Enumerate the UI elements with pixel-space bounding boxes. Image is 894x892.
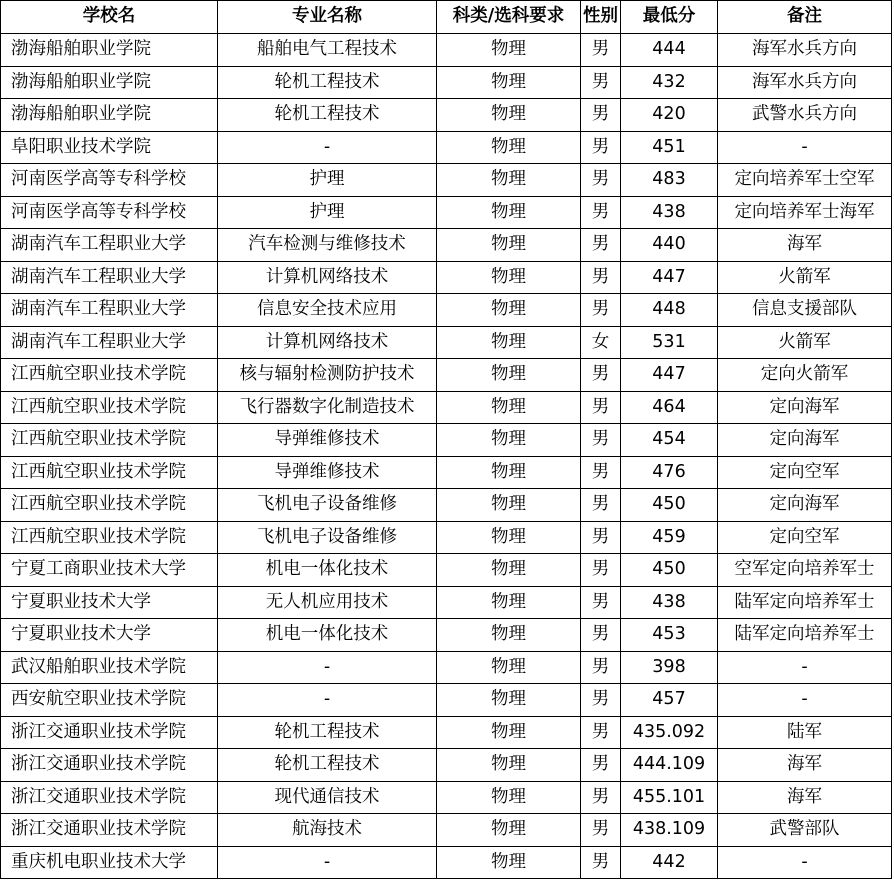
remarks-cell: 定向培养军士空军 [718,164,892,197]
school-name-cell: 阜阳职业技术学院 [1,131,218,164]
gender-cell: 男 [581,651,621,684]
remarks-cell: 陆军定向培养军士 [718,619,892,652]
table-row [1,554,892,587]
school-name-cell: 浙江交通职业技术学院 [1,749,218,782]
table-row [1,651,892,684]
gender-cell: 男 [581,619,621,652]
school-name-cell: 江西航空职业技术学院 [1,521,218,554]
major-name-cell: 无人机应用技术 [218,586,437,619]
school-name-cell: 宁夏职业技术大学 [1,619,218,652]
gender-cell: 男 [581,521,621,554]
school-name-cell: 湖南汽车工程职业大学 [1,261,218,294]
min-score-cell: 438.109 [621,814,718,847]
subject-cell: 物理 [437,229,581,262]
major-name-cell: 计算机网络技术 [218,261,437,294]
table-row [1,131,892,164]
gender-cell: 男 [581,814,621,847]
subject-cell: 物理 [437,586,581,619]
min-score-cell: 448 [621,294,718,327]
gender-cell: 男 [581,131,621,164]
table-row [1,749,892,782]
header-major-name: 专业名称 [218,1,437,34]
gender-cell: 男 [581,391,621,424]
min-score-cell: 398 [621,651,718,684]
gender-cell: 女 [581,326,621,359]
major-name-cell: 飞机电子设备维修 [218,489,437,522]
remarks-cell: 空军定向培养军士 [718,554,892,587]
school-name-cell: 湖南汽车工程职业大学 [1,326,218,359]
min-score-cell: 483 [621,164,718,197]
gender-cell: 男 [581,684,621,717]
table-row [1,99,892,132]
table-row [1,196,892,229]
major-name-cell: - [218,684,437,717]
major-name-cell: 飞机电子设备维修 [218,521,437,554]
remarks-cell: 定向海军 [718,391,892,424]
table-row [1,684,892,717]
major-name-cell: 导弹维修技术 [218,456,437,489]
table-row [1,814,892,847]
header-school-name: 学校名 [1,1,218,34]
school-name-cell: 湖南汽车工程职业大学 [1,294,218,327]
subject-cell: 物理 [437,391,581,424]
table-row [1,781,892,814]
remarks-cell: 陆军定向培养军士 [718,586,892,619]
min-score-cell: 455.101 [621,781,718,814]
header-subject-requirement: 科类/选科要求 [437,1,581,34]
min-score-cell: 476 [621,456,718,489]
school-name-cell: 重庆机电职业技术大学 [1,846,218,879]
remarks-cell: 海军水兵方向 [718,34,892,67]
min-score-cell: 444.109 [621,749,718,782]
gender-cell: 男 [581,229,621,262]
school-name-cell: 浙江交通职业技术学院 [1,781,218,814]
table-row [1,391,892,424]
subject-cell: 物理 [437,619,581,652]
header-min-score: 最低分 [621,1,718,34]
subject-cell: 物理 [437,684,581,717]
school-name-cell: 浙江交通职业技术学院 [1,716,218,749]
major-name-cell: - [218,846,437,879]
remarks-cell: - [718,846,892,879]
major-name-cell: 轮机工程技术 [218,66,437,99]
remarks-cell: - [718,684,892,717]
subject-cell: 物理 [437,99,581,132]
table-row [1,586,892,619]
school-name-cell: 宁夏职业技术大学 [1,586,218,619]
min-score-cell: 447 [621,261,718,294]
school-name-cell: 江西航空职业技术学院 [1,456,218,489]
school-name-cell: 河南医学高等专科学校 [1,164,218,197]
header-gender: 性别 [581,1,621,34]
table-row [1,716,892,749]
min-score-cell: 435.092 [621,716,718,749]
school-name-cell: 浙江交通职业技术学院 [1,814,218,847]
min-score-cell: 457 [621,684,718,717]
school-name-cell: 宁夏工商职业技术大学 [1,554,218,587]
remarks-cell: 定向海军 [718,489,892,522]
major-name-cell: 汽车检测与维修技术 [218,229,437,262]
subject-cell: 物理 [437,651,581,684]
min-score-cell: 451 [621,131,718,164]
school-name-cell: 渤海船舶职业学院 [1,99,218,132]
major-name-cell: 现代通信技术 [218,781,437,814]
table-row [1,846,892,879]
gender-cell: 男 [581,456,621,489]
gender-cell: 男 [581,164,621,197]
subject-cell: 物理 [437,814,581,847]
table-body [1,34,892,879]
min-score-cell: 432 [621,66,718,99]
subject-cell: 物理 [437,131,581,164]
remarks-cell: 定向空军 [718,521,892,554]
major-name-cell: 轮机工程技术 [218,99,437,132]
gender-cell: 男 [581,34,621,67]
remarks-cell: 海军 [718,229,892,262]
table-row [1,164,892,197]
gender-cell: 男 [581,261,621,294]
table-row [1,261,892,294]
school-name-cell: 渤海船舶职业学院 [1,34,218,67]
subject-cell: 物理 [437,554,581,587]
remarks-cell: 武警部队 [718,814,892,847]
gender-cell: 男 [581,196,621,229]
school-name-cell: 江西航空职业技术学院 [1,359,218,392]
gender-cell: 男 [581,554,621,587]
min-score-cell: 531 [621,326,718,359]
gender-cell: 男 [581,99,621,132]
school-name-cell: 江西航空职业技术学院 [1,489,218,522]
table-row [1,66,892,99]
remarks-cell: 定向海军 [718,424,892,457]
major-name-cell: 航海技术 [218,814,437,847]
subject-cell: 物理 [437,261,581,294]
min-score-cell: 459 [621,521,718,554]
major-name-cell: 核与辐射检测防护技术 [218,359,437,392]
major-name-cell: 轮机工程技术 [218,716,437,749]
gender-cell: 男 [581,359,621,392]
remarks-cell: 海军 [718,781,892,814]
remarks-cell: 定向火箭军 [718,359,892,392]
min-score-cell: 438 [621,586,718,619]
min-score-cell: 420 [621,99,718,132]
major-name-cell: 机电一体化技术 [218,619,437,652]
subject-cell: 物理 [437,521,581,554]
subject-cell: 物理 [437,359,581,392]
school-name-cell: 江西航空职业技术学院 [1,424,218,457]
subject-cell: 物理 [437,456,581,489]
min-score-cell: 440 [621,229,718,262]
subject-cell: 物理 [437,34,581,67]
table-row [1,326,892,359]
school-name-cell: 河南医学高等专科学校 [1,196,218,229]
min-score-cell: 453 [621,619,718,652]
min-score-cell: 450 [621,554,718,587]
remarks-cell: 定向培养军士海军 [718,196,892,229]
major-name-cell: 飞行器数字化制造技术 [218,391,437,424]
school-name-cell: 江西航空职业技术学院 [1,391,218,424]
subject-cell: 物理 [437,781,581,814]
table-row [1,359,892,392]
header-remarks: 备注 [718,1,892,34]
min-score-cell: 438 [621,196,718,229]
major-name-cell: - [218,131,437,164]
remarks-cell: 信息支援部队 [718,294,892,327]
major-name-cell: 护理 [218,196,437,229]
min-score-cell: 454 [621,424,718,457]
remarks-cell: - [718,651,892,684]
gender-cell: 男 [581,749,621,782]
major-name-cell: 导弹维修技术 [218,424,437,457]
remarks-cell: - [718,131,892,164]
gender-cell: 男 [581,489,621,522]
major-name-cell: 计算机网络技术 [218,326,437,359]
gender-cell: 男 [581,781,621,814]
subject-cell: 物理 [437,164,581,197]
gender-cell: 男 [581,716,621,749]
major-name-cell: 机电一体化技术 [218,554,437,587]
min-score-cell: 447 [621,359,718,392]
table-row [1,489,892,522]
gender-cell: 男 [581,586,621,619]
subject-cell: 物理 [437,294,581,327]
school-name-cell: 武汉船舶职业技术学院 [1,651,218,684]
table-row [1,521,892,554]
table-row [1,229,892,262]
major-name-cell: - [218,651,437,684]
min-score-cell: 442 [621,846,718,879]
remarks-cell: 武警水兵方向 [718,99,892,132]
remarks-cell: 火箭军 [718,326,892,359]
school-name-cell: 湖南汽车工程职业大学 [1,229,218,262]
subject-cell: 物理 [437,424,581,457]
remarks-cell: 定向空军 [718,456,892,489]
subject-cell: 物理 [437,489,581,522]
gender-cell: 男 [581,424,621,457]
major-name-cell: 信息安全技术应用 [218,294,437,327]
subject-cell: 物理 [437,749,581,782]
min-score-cell: 450 [621,489,718,522]
major-name-cell: 船舶电气工程技术 [218,34,437,67]
min-score-cell: 464 [621,391,718,424]
subject-cell: 物理 [437,326,581,359]
remarks-cell: 火箭军 [718,261,892,294]
table-row [1,619,892,652]
subject-cell: 物理 [437,66,581,99]
gender-cell: 男 [581,294,621,327]
table-row [1,424,892,457]
subject-cell: 物理 [437,846,581,879]
table-header [1,1,892,34]
major-name-cell: 护理 [218,164,437,197]
subject-cell: 物理 [437,196,581,229]
subject-cell: 物理 [437,716,581,749]
remarks-cell: 海军 [718,749,892,782]
remarks-cell: 陆军 [718,716,892,749]
gender-cell: 男 [581,846,621,879]
school-name-cell: 渤海船舶职业学院 [1,66,218,99]
min-score-cell: 444 [621,34,718,67]
remarks-cell: 海军水兵方向 [718,66,892,99]
school-name-cell: 西安航空职业技术学院 [1,684,218,717]
table-row [1,456,892,489]
table-row [1,34,892,67]
table-row [1,294,892,327]
major-name-cell: 轮机工程技术 [218,749,437,782]
gender-cell: 男 [581,66,621,99]
header-row [1,1,892,34]
